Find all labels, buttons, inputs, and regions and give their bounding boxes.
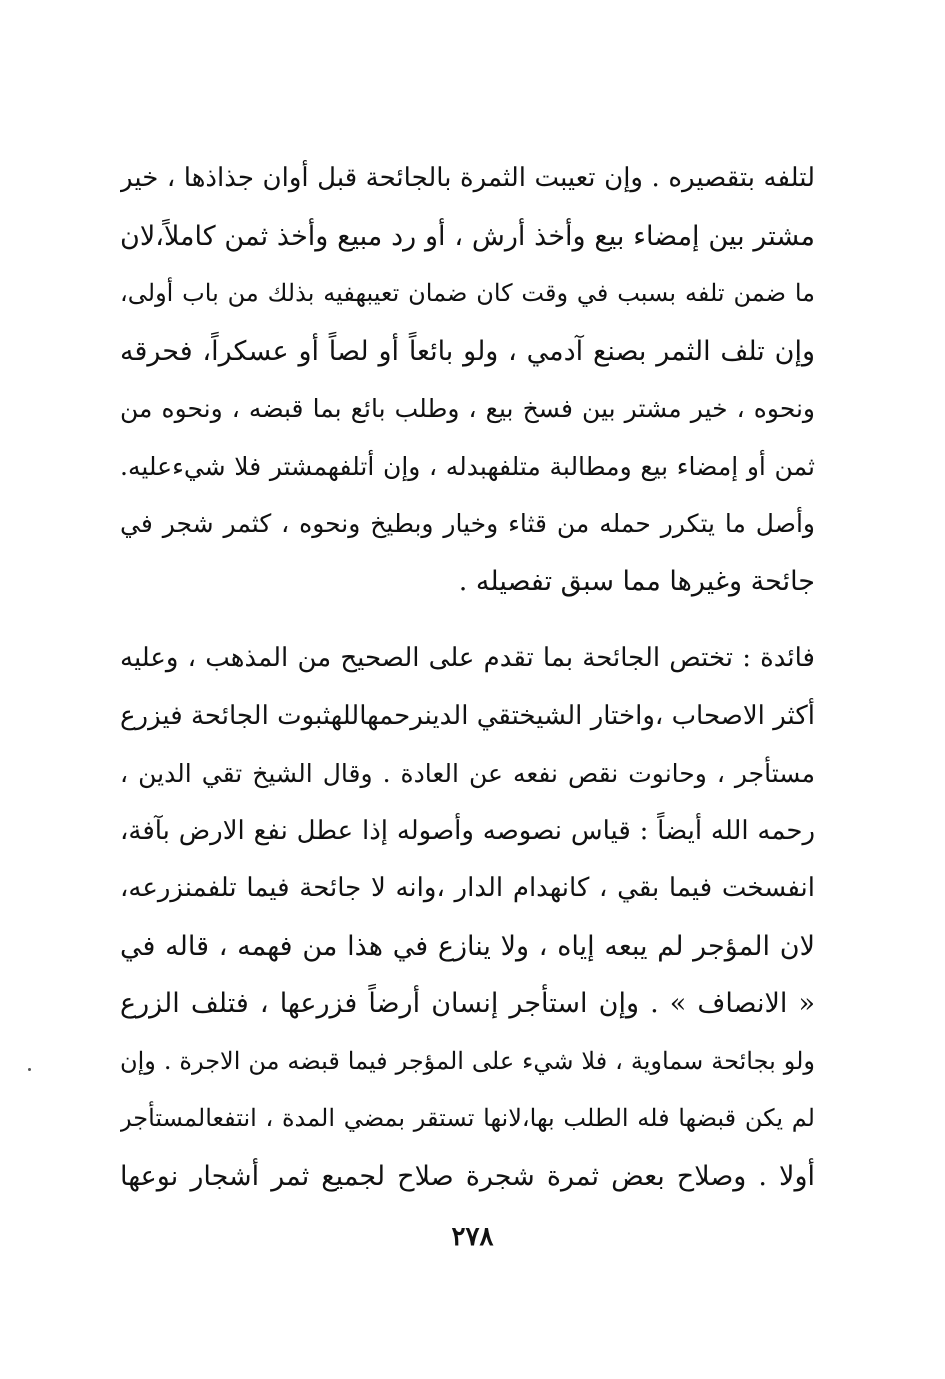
text-line: أولا . وصلاح بعض ثمرة شجرة صلاح لجميع ثمر أشجار نوعها xyxy=(120,1160,815,1192)
text-line: مستأجر ، وحانوت نقص نفعه عن العادة . وقال الشيخ تقي الدين ، xyxy=(120,759,815,788)
text-line: رحمه الله أيضاً : قياس نصوصه وأصوله إذا عطل نفع الارض بآفة، xyxy=(120,815,815,846)
text-line: وإن تلف الثمر بصنع آدمي ، ولو بائعاً أو لصاً أو عسكراً، فحرقه xyxy=(120,335,815,367)
text-line: جائحة وغيرها مما سبق تفصيله . xyxy=(458,565,815,597)
text-line: « الانصاف » . وإن استأجر إنسان أرضاً فزرعها ، فتلف الزرع xyxy=(120,988,815,1019)
page-number: ٢٧٨ xyxy=(451,1222,494,1252)
paragraph-2 xyxy=(120,630,815,1205)
text-line: فائدة : تختص الجائحة بما تقدم على الصحيح من المذهب ، وعليه xyxy=(120,643,815,673)
text-line: ولو بجائحة سماوية ، فلا شيء على المؤجر فيما قبضه من الاجرة . وإن xyxy=(120,1046,815,1075)
text-line: ما ضمن تلفه بسبب في وقت كان ضمان تعيبهفيه بذلك من باب أولى، xyxy=(120,279,815,307)
text-line: مشتر بين إمضاء بيع وأخذ أرش ، أو رد مبيع وأخذ ثمن كاملاً،لان xyxy=(120,220,815,252)
text-line: لتلفه بتقصيره . وإن تعيبت الثمرة بالجائحة قبل أوان جذاذها ، خير xyxy=(120,163,815,193)
paragraph-1 xyxy=(120,150,815,610)
text-line: لان المؤجر لم يبعه إياه ، ولا ينازع في هذا من فهمه ، قاله في xyxy=(120,930,815,962)
scan-speck xyxy=(28,1068,31,1071)
text-line: ثمن أو إمضاء بيع ومطالبة متلفهبدله ، وإن أتلفهمشتر فلا شيءعليه. xyxy=(120,451,815,481)
text-line: لم يكن قبضها فله الطلب بها،لانها تستقر بمضي المدة ، انتفعالمستأجر xyxy=(120,1104,815,1132)
text-line: ونحوه ، خير مشتر بين فسخ بيع ، وطلب بائع بما قبضه ، ونحوه من xyxy=(120,394,815,423)
text-line: انفسخت فيما بقي ، كانهدام الدار ،وانه لا جائحة فيما تلفمنزرعه، xyxy=(120,873,815,903)
text-line: أكثر الاصحاب ،واختار الشيختقي الدينرحمهاللهثبوت الجائحة فيزرع xyxy=(120,700,815,731)
text-line: وأصل ما يتكرر حمله من قثاء وخيار وبطيخ ونحوه ، كثمر شجر في xyxy=(120,509,815,538)
